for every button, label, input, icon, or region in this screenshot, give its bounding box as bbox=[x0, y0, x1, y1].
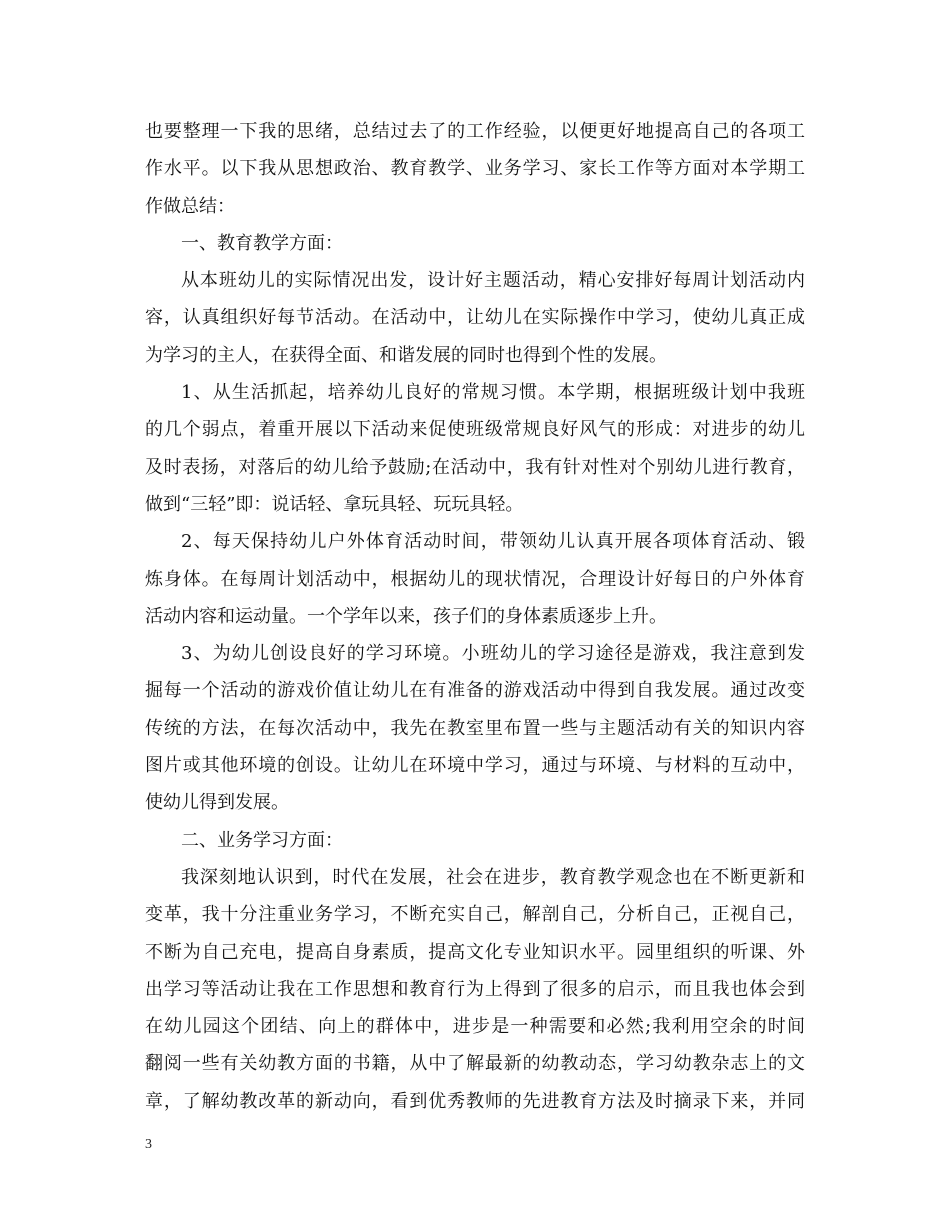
text-line: 容，认真组织好每节活动。在活动中，让幼儿在实际操作中学习，使幼儿真正成 bbox=[145, 307, 805, 329]
page-number: 3 bbox=[145, 1137, 152, 1152]
text-line: 不断为自己充电，提高自身素质，提高文化专业知识水平。园里组织的听课、外 bbox=[145, 941, 805, 963]
text-line: 作做总结： bbox=[145, 195, 235, 217]
text-line: 炼身体。在每周计划活动中，根据幼儿的现状情况，合理设计好每日的户外体育 bbox=[145, 568, 805, 590]
text-line: 从本班幼儿的实际情况出发，设计好主题活动，精心安排好每周计划活动内 bbox=[181, 270, 805, 292]
body-text bbox=[145, 113, 805, 1120]
text-line: 掘每一个活动的游戏价值让幼儿在有准备的游戏活动中得到自我发展。通过改变 bbox=[145, 680, 805, 702]
text-line: 章，了解幼教改革的新动向，看到优秀教师的先进教育方法及时摘录下来，并同 bbox=[145, 1090, 805, 1112]
text-line: 一、教育教学方面： bbox=[181, 232, 343, 254]
text-line: 传统的方法，在每次活动中，我先在教室里布置一些与主题活动有关的知识内容 bbox=[145, 717, 805, 739]
text-line: 的几个弱点，着重开展以下活动来促使班级常规良好风气的形成：对进步的幼儿 bbox=[145, 419, 805, 441]
text-line: 使幼儿得到发展。 bbox=[145, 792, 289, 814]
text-line: 作水平。以下我从思想政治、教育教学、业务学习、家长工作等方面对本学期工 bbox=[145, 158, 805, 180]
text-line: 二、业务学习方面： bbox=[181, 829, 343, 851]
text-line: 活动内容和运动量。一个学年以来，孩子们的身体素质逐步上升。 bbox=[145, 605, 667, 627]
text-line: 为学习的主人，在获得全面、和谐发展的同时也得到个性的发展。 bbox=[145, 344, 667, 366]
text-line: 翻阅一些有关幼教方面的书籍，从中了解最新的幼教动态，学习幼教杂志上的文 bbox=[145, 1053, 805, 1075]
text-line: 在幼儿园这个团结、向上的群体中，进步是一种需要和必然;我利用空余的时间 bbox=[145, 1016, 805, 1038]
text-line: 图片或其他环境的创设。让幼儿在环境中学习，通过与环境、与材料的互动中， bbox=[145, 755, 805, 777]
text-line: 3、为幼儿创设良好的学习环境。小班幼儿的学习途径是游戏，我注意到发 bbox=[181, 643, 805, 665]
text-line: 及时表扬，对落后的幼儿给予鼓励;在活动中，我有针对性对个别幼儿进行教育， bbox=[145, 456, 805, 478]
text-line: 变革，我十分注重业务学习，不断充实自己，解剖自己，分析自己，正视自己， bbox=[145, 904, 805, 926]
text-line: 出学习等活动让我在工作思想和教育行为上得到了很多的启示，而且我也体会到 bbox=[145, 978, 805, 1000]
text-line: 1、从生活抓起，培养幼儿良好的常规习惯。本学期，根据班级计划中我班 bbox=[181, 382, 805, 404]
text-line: 我深刻地认识到，时代在发展，社会在进步，教育教学观念也在不断更新和 bbox=[181, 866, 805, 888]
text-line: 也要整理一下我的思绪，总结过去了的工作经验，以便更好地提高自己的各项工 bbox=[145, 121, 805, 142]
text-line: 做到“三轻”即：说话轻、拿玩具轻、玩玩具轻。 bbox=[145, 493, 524, 515]
text-line: 2、每天保持幼儿户外体育活动时间，带领幼儿认真开展各项体育活动、锻 bbox=[181, 531, 805, 553]
